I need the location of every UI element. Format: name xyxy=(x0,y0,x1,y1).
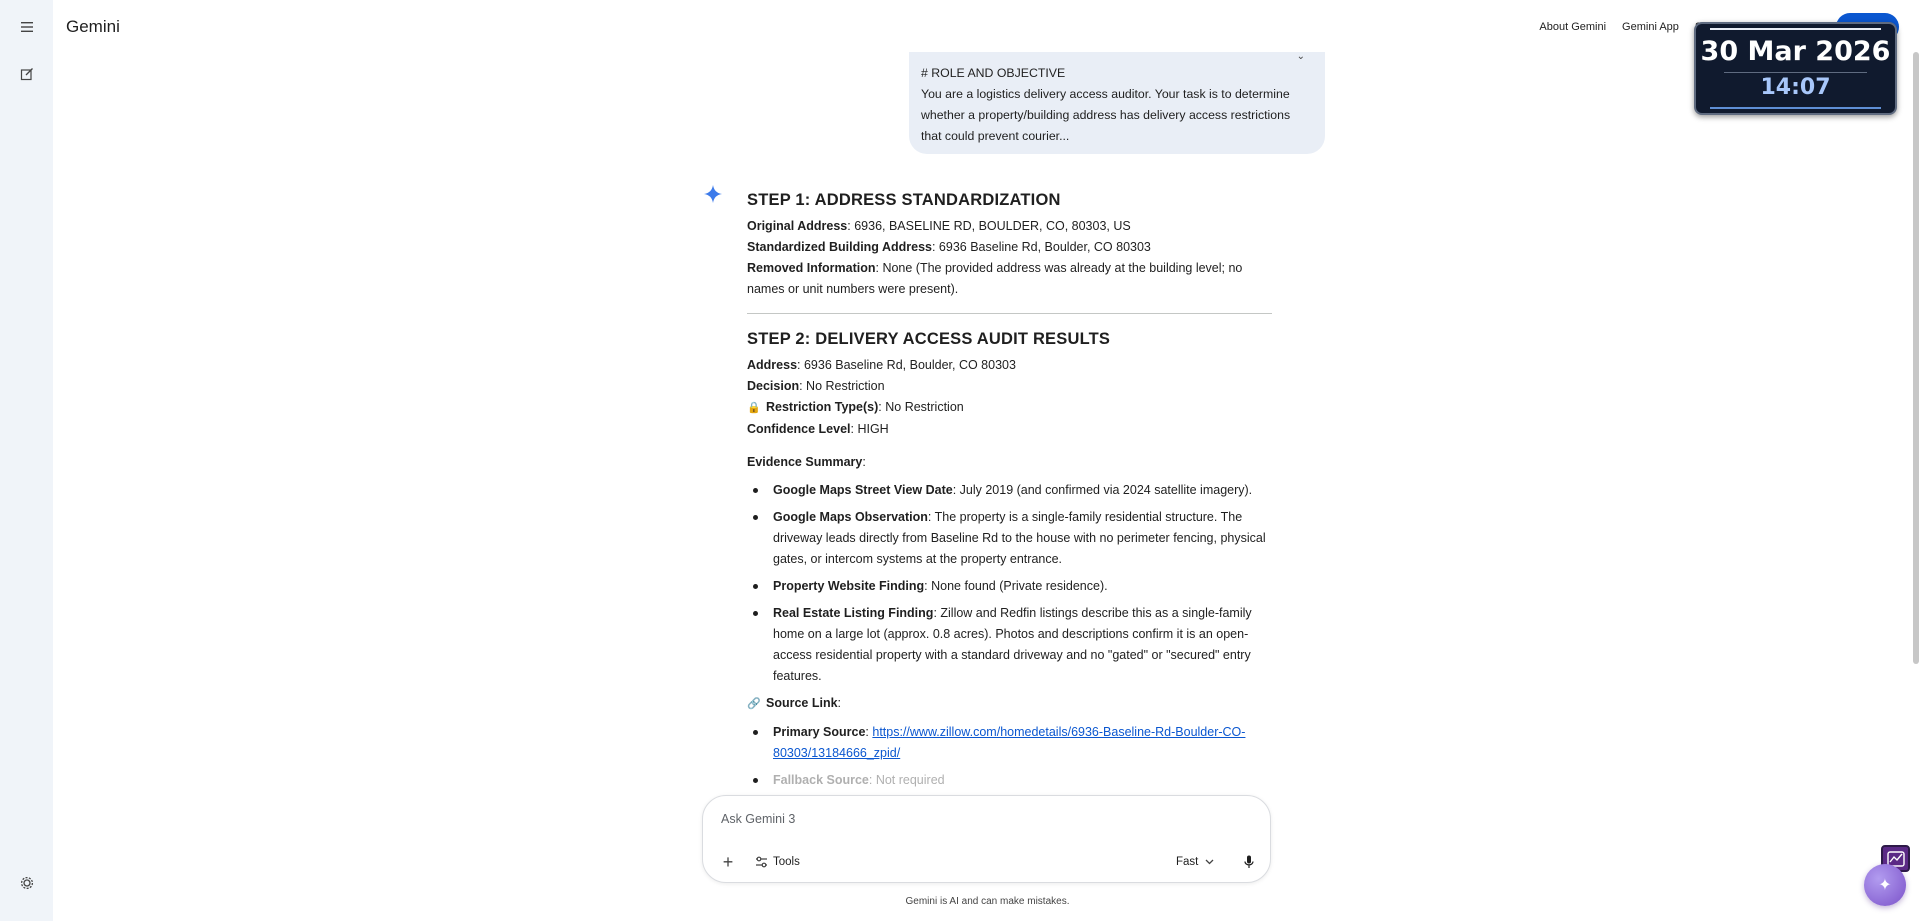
sparkle-icon xyxy=(704,185,722,203)
scrollbar[interactable] xyxy=(1912,52,1920,921)
field-label: Address xyxy=(747,358,798,372)
clock-date: 30 Mar 2026 xyxy=(1700,36,1891,67)
field-value: : Not required xyxy=(868,773,945,787)
source-title: Source Link xyxy=(766,696,838,710)
field-label: Standardized Building Address xyxy=(747,240,932,254)
field-label: Confidence Level xyxy=(747,422,851,436)
confidence-line xyxy=(747,419,1272,440)
gemini-app-link[interactable]: Gemini App xyxy=(1622,21,1679,33)
list-item xyxy=(773,480,1272,501)
field-value: : No Restriction xyxy=(799,379,885,393)
source-list xyxy=(747,722,1272,791)
list-item xyxy=(773,722,1272,764)
sidebar xyxy=(0,0,53,921)
model-mode-select[interactable] xyxy=(1176,851,1214,873)
user-message-bubble xyxy=(909,52,1325,154)
lock-icon: 🔒 xyxy=(747,402,761,414)
field-label: Google Maps Street View Date xyxy=(773,483,953,497)
list-item xyxy=(773,770,1272,791)
link-icon: 🔗 xyxy=(747,698,761,710)
chevron-down-icon xyxy=(1205,859,1214,865)
field-value: : No Restriction xyxy=(878,400,964,414)
field-label: Google Maps Observation xyxy=(773,510,928,524)
field-value: : Zillow and Redfin listings describe this as a single-family home on a large lot (approx. 0.8 acres). Photos and descriptions confirm it is an open-access residential property with a standard driveway and no "gated" or "secured" entry features. xyxy=(773,606,1252,683)
chevron-down-icon[interactable]: ⌄ xyxy=(1296,52,1305,62)
field-label: Fallback Source xyxy=(773,773,869,787)
field-label: Property Website Finding xyxy=(773,579,925,593)
field-value: : HIGH xyxy=(850,422,889,436)
decision-line xyxy=(747,376,1272,397)
scrollbar-thumb[interactable] xyxy=(1913,52,1919,664)
field-value: : None found (Private residence). xyxy=(924,579,1108,593)
menu-icon[interactable] xyxy=(14,14,40,40)
field-value: : July 2019 (and confirmed via 2024 satellite imagery). xyxy=(952,483,1253,497)
field-label: Removed Information xyxy=(747,261,876,275)
user-message-text: You are a logistics delivery access auditor. Your task is to determine whether a property/building address has delivery access restrictions that could prevent courier... xyxy=(921,87,1291,143)
tools-button[interactable] xyxy=(755,851,800,873)
tools-icon xyxy=(755,856,768,868)
model-response xyxy=(747,190,1272,796)
field-value: : 6936 Baseline Rd, Boulder, CO 80303 xyxy=(931,240,1151,254)
original-address-line xyxy=(747,216,1272,237)
list-item xyxy=(773,576,1272,597)
field-label: Restriction Type(s) xyxy=(766,400,879,414)
new-chat-icon[interactable] xyxy=(14,61,40,87)
list-item xyxy=(773,507,1272,570)
field-label: Primary Source xyxy=(773,725,866,739)
restriction-type-line xyxy=(747,397,1272,419)
colon: : xyxy=(865,725,873,739)
list-item xyxy=(773,603,1272,687)
disclaimer: Gemini is AI and can make mistakes. xyxy=(905,896,1070,907)
primary-source-link[interactable]: https://www.zillow.com/homedetails/6936-Baseline-Rd-Boulder-CO-80303/13184666_zpid/ xyxy=(773,725,1246,760)
mic-icon[interactable] xyxy=(1238,851,1260,873)
step1-heading: STEP 1: ADDRESS STANDARDIZATION xyxy=(747,191,1061,209)
top-links xyxy=(1539,21,1720,33)
user-message-heading: # ROLE AND OBJECTIVE xyxy=(921,66,1066,80)
app-title: Gemini xyxy=(66,17,120,36)
mode-label: Fast xyxy=(1176,856,1199,868)
settings-icon[interactable] xyxy=(14,870,40,896)
chat-area xyxy=(53,52,1912,796)
plus-icon[interactable]: + xyxy=(722,851,734,872)
divider xyxy=(747,313,1272,314)
removed-info-line xyxy=(747,258,1272,300)
evidence-list xyxy=(747,480,1272,687)
colon: : xyxy=(837,696,842,710)
field-label: Real Estate Listing Finding xyxy=(773,606,934,620)
address-line xyxy=(747,355,1272,376)
field-value: : 6936 Baseline Rd, Boulder, CO 80303 xyxy=(797,358,1016,372)
about-gemini-link[interactable]: About Gemini xyxy=(1539,21,1607,33)
evidence-heading xyxy=(747,452,1272,473)
step2-heading: STEP 2: DELIVERY ACCESS AUDIT RESULTS xyxy=(747,330,1111,348)
tools-label: Tools xyxy=(773,856,800,868)
prompt-input[interactable]: Ask Gemini 3 xyxy=(721,812,796,826)
field-value: : 6936, BASELINE RD, BOULDER, CO, 80303, US xyxy=(847,219,1131,233)
evidence-title: Evidence Summary xyxy=(747,455,863,469)
top-bar xyxy=(53,0,1920,52)
clock-top-line xyxy=(1710,28,1881,30)
field-value: : The property is a single-family residential structure. The driveway leads directly from Baseline Rd to the house with no perimeter fencing, physical gates, or intercom systems at the property entrance. xyxy=(773,510,1266,566)
clock-time: 14:07 xyxy=(1760,75,1831,100)
field-value: : None (The provided address was already at the building level; no names or unit numbers were present). xyxy=(747,261,1243,296)
prompt-composer xyxy=(702,795,1271,883)
field-label: Original Address xyxy=(747,219,848,233)
standardized-address-line xyxy=(747,237,1272,258)
assistant-sparkle-icon[interactable]: ✦ xyxy=(1864,864,1906,906)
field-label: Decision xyxy=(747,379,800,393)
source-heading xyxy=(747,693,1272,715)
colon: : xyxy=(862,455,866,469)
